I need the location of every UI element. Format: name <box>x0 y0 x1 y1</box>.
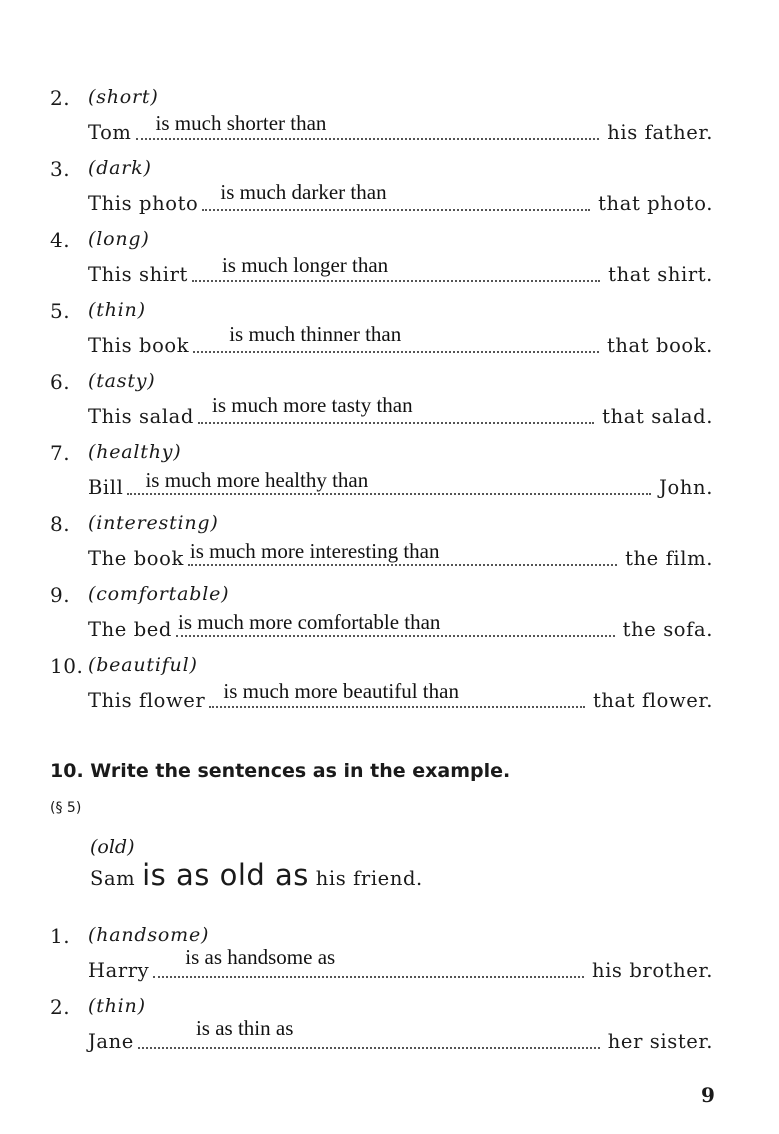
sentence-subject: Tom <box>88 121 132 144</box>
handwritten-answer: is much more interesting than <box>189 539 440 563</box>
item-keyword: (interesting) <box>88 512 219 534</box>
item-keyword: (long) <box>88 228 150 250</box>
sentence-object: that salad. <box>602 405 713 428</box>
exercise-item <box>0 284 779 428</box>
item-number: 7. <box>50 441 71 465</box>
item-keyword: (comfortable) <box>88 583 230 605</box>
page-number: 9 <box>701 1083 715 1107</box>
sentence-object: that photo. <box>598 192 713 215</box>
item-number: 1. <box>50 924 71 948</box>
exercise-item <box>0 71 779 215</box>
item-keyword: (handsome) <box>88 924 210 946</box>
handwritten-answer: is much thinner than <box>229 322 402 346</box>
handwritten-answer: is much shorter than <box>155 111 327 135</box>
item-number: 10. <box>50 654 84 678</box>
sentence-subject: Jane <box>88 1030 134 1053</box>
item-number: 5. <box>50 299 71 323</box>
item-number: 3. <box>50 157 71 181</box>
answer-blank[interactable] <box>138 1013 600 1049</box>
exercise-item <box>0 497 779 641</box>
exercise-item <box>0 142 779 286</box>
item-keyword: (tasty) <box>88 370 156 392</box>
handwritten-answer: is as handsome as <box>185 945 336 969</box>
item-keyword: (thin) <box>88 299 146 321</box>
item-keyword: (thin) <box>88 995 146 1017</box>
sentence-subject: This shirt <box>88 263 188 286</box>
item-number: 8. <box>50 512 71 536</box>
sentence-subject: Bill <box>88 476 124 499</box>
sentence-object: that flower. <box>592 689 713 712</box>
item-number: 6. <box>50 370 71 394</box>
sentence-subject: This salad <box>88 405 194 428</box>
sentence-object: his father. <box>607 121 713 144</box>
handwritten-answer: is much more healthy than <box>145 468 369 492</box>
sentence-object: that book. <box>606 334 713 357</box>
exercise-heading: 10. Write the sentences as in the example. <box>50 760 511 782</box>
sentence-subject: Harry <box>88 959 150 982</box>
sentence-object: the sofa. <box>622 618 713 641</box>
sentence-object: John. <box>659 476 713 499</box>
exercise-item <box>0 213 779 357</box>
item-number: 4. <box>50 228 71 252</box>
exercise-item <box>0 355 779 499</box>
item-keyword: (dark) <box>88 157 152 179</box>
sentence-subject: The book <box>88 547 184 570</box>
item-sentence <box>88 678 713 712</box>
example-subject: Sam <box>90 867 136 890</box>
handwritten-answer: is much more comfortable than <box>178 610 441 634</box>
handwritten-answer: is as thin as <box>195 1016 294 1040</box>
exercise-item <box>0 0 779 144</box>
sentence-object: her sister. <box>607 1030 713 1053</box>
item-number: 2. <box>50 86 71 110</box>
item-keyword: (short) <box>88 86 159 108</box>
exercise-item <box>0 838 779 982</box>
item-keyword: (healthy) <box>88 441 182 463</box>
handwritten-answer: is much more beautiful than <box>223 679 459 703</box>
example-keyword: (old) <box>90 836 135 858</box>
example-answer: is as old as <box>142 858 309 892</box>
example-object: his friend. <box>315 867 423 890</box>
handwritten-answer: is much more tasty than <box>212 393 413 417</box>
sentence-object: that shirt. <box>608 263 713 286</box>
item-sentence <box>88 1016 713 1053</box>
sentence-object: the film. <box>625 547 713 570</box>
handwritten-answer: is much darker than <box>220 180 387 204</box>
exercise-item <box>0 909 779 1053</box>
handwritten-answer: is much longer than <box>221 253 389 277</box>
item-number: 9. <box>50 583 71 607</box>
sentence-subject: The bed <box>88 618 173 641</box>
sentence-subject: This flower <box>88 689 206 712</box>
exercise-item <box>0 426 779 570</box>
sentence-subject: This photo <box>88 192 199 215</box>
exercise-item <box>0 568 779 712</box>
sentence-subject: This book <box>88 334 190 357</box>
item-keyword: (beautiful) <box>88 654 198 676</box>
sentence-object: his brother. <box>591 959 713 982</box>
section-reference: (§ 5) <box>50 800 82 816</box>
item-number: 2. <box>50 995 71 1019</box>
answer-blank[interactable] <box>209 672 585 708</box>
